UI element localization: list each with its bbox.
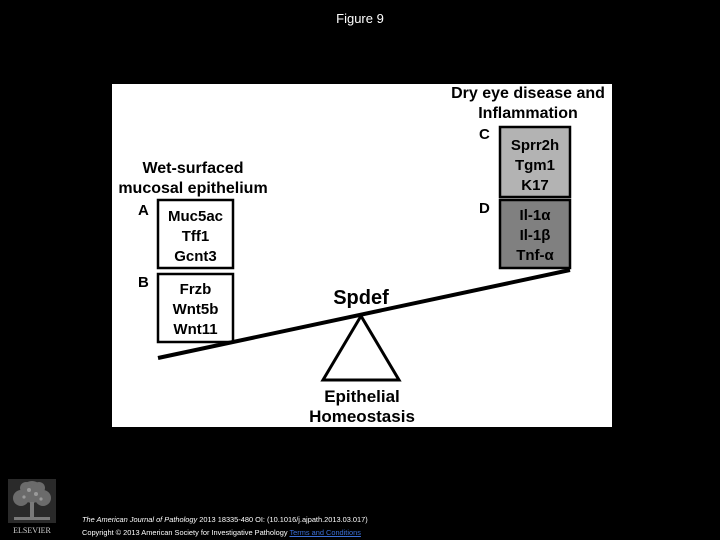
box-d-gene-1: Il-1α [519, 207, 551, 224]
right-heading-line2: Inflammation [478, 105, 578, 122]
box-d-gene-2: Il-1β [519, 227, 551, 244]
fulcrum-label-line1: Epithelial [324, 387, 400, 406]
right-heading-line1: Dry eye disease and [451, 85, 605, 102]
left-heading-line1: Wet-surfaced [142, 160, 244, 177]
citation-details: 2013 18335-480 OI: (10.1016/j.ajpath.2013.03.017) [197, 515, 368, 524]
box-d-gene-3: Tnf-α [516, 247, 554, 264]
elsevier-logo-text: ELSEVIER [13, 526, 51, 535]
gene-box-b [138, 274, 233, 342]
box-a-letter: A [138, 202, 149, 219]
terms-link[interactable]: Terms and Conditions [289, 528, 361, 537]
journal-name: The American Journal of Pathology [82, 515, 198, 524]
box-b-gene-3: Wnt11 [173, 321, 218, 338]
box-b-letter: B [138, 274, 149, 291]
box-b-gene-2: Wnt5b [172, 301, 219, 318]
left-heading-line2: mucosal epithelium [118, 180, 268, 197]
fulcrum-triangle [323, 316, 399, 380]
gene-box-a [138, 200, 233, 268]
elsevier-logo [6, 478, 58, 536]
copyright-text: Copyright © 2013 American Society for Investigative Pathology [82, 528, 290, 537]
box-c-letter: C [479, 126, 490, 143]
box-a-gene-3: Gcnt3 [174, 248, 217, 265]
box-c-gene-3: K17 [521, 177, 549, 194]
box-c-gene-1: Sprr2h [510, 137, 560, 154]
box-d-letter: D [479, 200, 490, 217]
gene-box-c [479, 126, 570, 197]
box-a-gene-1: Muc5ac [167, 208, 224, 225]
citation-line [82, 515, 368, 524]
spdef-label: Spdef [333, 287, 389, 309]
box-c-gene-2: Tgm1 [514, 157, 556, 174]
slide-title: Figure 9 [336, 11, 384, 26]
copyright-line [82, 528, 361, 537]
fulcrum-label-line2: Homeostasis [309, 407, 415, 426]
box-a-gene-2: Tff1 [181, 228, 210, 245]
box-b-gene-1: Frzb [179, 281, 212, 298]
figure-panel [112, 84, 612, 427]
gene-box-d [479, 200, 570, 268]
